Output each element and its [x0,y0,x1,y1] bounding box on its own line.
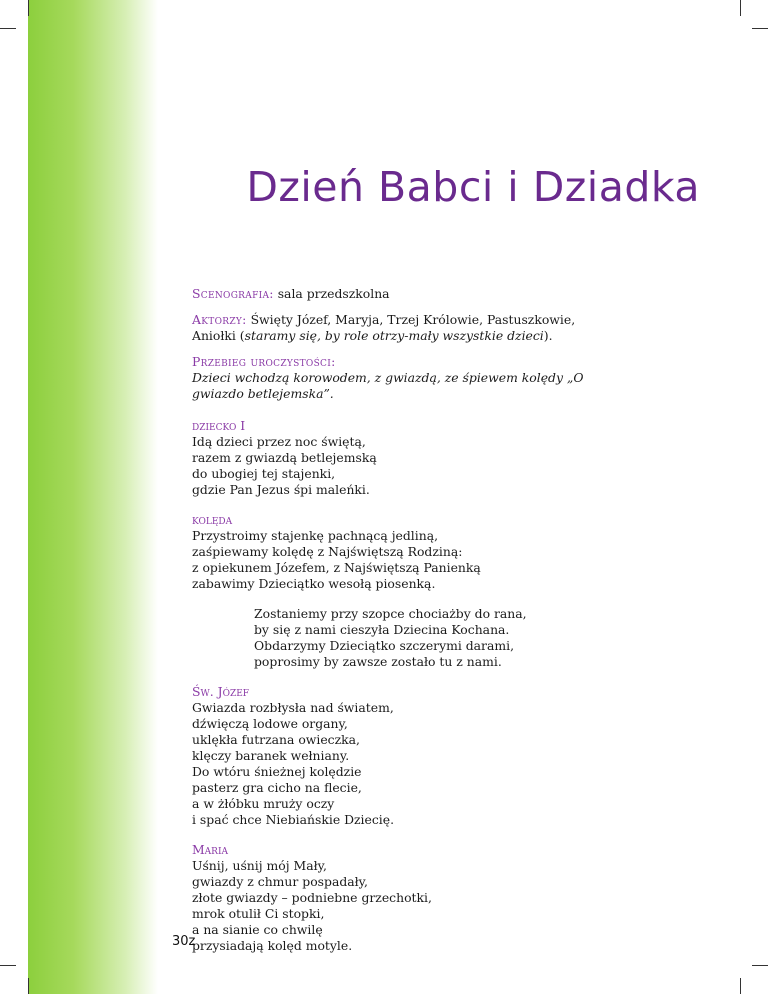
verse-line: Obdarzymy Dzieciątko szczerymi darami, [254,638,515,653]
decorative-green-band [28,0,158,994]
crop-mark [752,965,768,966]
verse-line: złote gwiazdy – podniebne grzechotki, [192,890,432,905]
verse-line: zabawimy Dzieciątko wesołą piosenką. [192,576,436,591]
actors-label: Aktorzy: [192,312,247,327]
scenography-line [192,286,612,302]
verse-line: Uśnij, uśnij mój Mały, [192,858,327,873]
scenography-text: sala przedszkolna [277,286,390,301]
crop-mark [28,978,29,994]
verse-line: razem z gwiazdą betlejemską [192,450,377,465]
verse-line: do ubogiej tej stajenki, [192,466,336,481]
section-joseph [192,684,612,828]
speaker-label: dziecko I [192,418,246,433]
actors-note: staramy się, by role otrzy-mały wszystkie dzieci [244,328,544,343]
scenography-label: Scenografia: [192,286,274,301]
speaker-label: kolęda [192,512,233,527]
verse-line: gdzie Pan Jezus śpi maleńki. [192,482,370,497]
section-child-1 [192,418,612,498]
verse-line: mrok otulił Ci stopki, [192,906,325,921]
verse-line: poprosimy by zawsze zostało tu z nami. [254,654,502,669]
crop-mark [752,28,768,29]
document-body [192,286,612,954]
verse-line: dźwięczą lodowe organy, [192,716,348,731]
page-number: 30z [172,934,196,949]
course-text: Dzieci wchodzą korowodem, z gwiazdą, ze śpiewem kolędy „O gwiazdo betlejemska”. [192,370,584,401]
speaker-label: Maria [192,842,229,857]
verse-line: przysiadają kolęd motyle. [192,938,353,953]
verse-line: Gwiazda rozbłysła nad światem, [192,700,394,715]
crop-mark [0,965,16,966]
verse-line: a na sianie co chwilę [192,922,323,937]
actors-line [192,312,612,344]
course-label: Przebieg uroczystości: [192,354,336,369]
verse-line: Idą dzieci przez noc świętą, [192,434,366,449]
verse-line: uklękła futrzana owieczka, [192,732,360,747]
section-maria [192,842,612,954]
verse-line: Zostaniemy przy szopce chociażby do rana, [254,606,527,621]
verse-line: z opiekunem Józefem, z Najświętszą Panienką [192,560,481,575]
verse-line: zaśpiewamy kolędę z Najświętszą Rodziną: [192,544,463,559]
actors-text: Święty Józef, Maryja, Trzej Królowie, Pastuszkowie, Aniołki ( [192,312,576,343]
verse-line: i spać chce Niebiańskie Dziecię. [192,812,395,827]
verse-line: by się z nami cieszyła Dziecina Kochana. [254,622,510,637]
verse-line: Przystroimy stajenkę pachnącą jedliną, [192,528,439,543]
speaker-label: Św. Józef [192,684,250,699]
verse-line: klęczy baranek wełniany. [192,748,350,763]
verse-line: a w żłóbku mruży oczy [192,796,335,811]
section-carol [192,512,612,592]
page-title: Dzień Babci i Dziadka [246,163,700,211]
section-carol-stanza-2 [254,606,612,670]
course-label-line [192,354,612,370]
verse-line: Do wtóru śnieżnej kolędzie [192,764,362,779]
crop-mark [0,28,16,29]
crop-mark [740,0,741,16]
verse-line: pasterz gra cicho na flecie, [192,780,362,795]
verse-line: gwiazdy z chmur pospadały, [192,874,368,889]
actors-end: ). [543,328,553,343]
crop-mark [740,978,741,994]
crop-mark [28,0,29,16]
